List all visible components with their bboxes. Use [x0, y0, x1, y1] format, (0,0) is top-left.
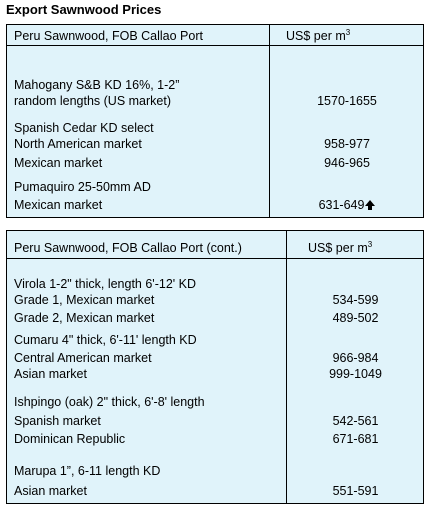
- page-title: Export Sawnwood Prices: [6, 2, 162, 17]
- table2-row-label: Cumaru 4" thick, 6'-11' length KD: [14, 333, 197, 347]
- table2-row-label: Marupa 1”, 6-11 length KD: [14, 464, 161, 478]
- table1-row-label: Mahogany S&B KD 16%, 1-2”: [14, 78, 180, 92]
- table2-row-label: Grade 2, Mexican market: [14, 311, 155, 325]
- table1-row-label: Spanish Cedar KD select: [14, 121, 154, 135]
- price-value: 631-649: [318, 198, 365, 212]
- table1-row-value: 1570-1655: [317, 94, 377, 108]
- table2-header-price: [308, 241, 372, 256]
- table2-row-label: Spanish market: [14, 414, 101, 428]
- unit-label: US$ per m: [286, 29, 346, 43]
- table2-row-label: Ishpingo (oak) 2" thick, 6'-8' length: [14, 395, 205, 409]
- table1-row-label: random lengths (US market): [14, 94, 172, 108]
- table2-row-label: Central American market: [14, 351, 152, 365]
- table2-row-label: Asian market: [14, 367, 87, 381]
- table2-row-value: 551-591: [332, 484, 379, 498]
- table2-row-value: 999-1049: [329, 367, 382, 381]
- table1-row-value: 958-977: [324, 137, 370, 151]
- table1-row-value: [269, 198, 425, 213]
- table2-row-value: 489-502: [332, 311, 379, 325]
- price-table-2: [6, 230, 424, 504]
- table1-row-value: 946-965: [324, 156, 370, 170]
- table2-row-label: Virola 1-2" thick, length 6'-12' KD: [14, 277, 196, 291]
- table2-row-value: 966-984: [332, 351, 379, 365]
- table2-row-label: Asian market: [14, 484, 87, 498]
- table1-row-label: Mexican market: [14, 198, 103, 212]
- table1-row-label: Pumaquiro 25-50mm AD: [14, 180, 151, 194]
- table2-row-value: 671-681: [332, 432, 379, 446]
- header-divider: [7, 45, 423, 46]
- table1-header-product: Peru Sawnwood, FOB Callao Port: [14, 29, 203, 43]
- table2-row-label: Grade 1, Mexican market: [14, 293, 155, 307]
- table2-header-product: Peru Sawnwood, FOB Callao Port (cont.): [14, 241, 242, 255]
- table1-row-label: North American market: [14, 137, 142, 151]
- up-arrow-icon: [365, 200, 375, 210]
- table2-row-value: 534-599: [332, 293, 379, 307]
- unit-superscript: 3: [345, 27, 351, 37]
- unit-label: US$ per m: [308, 241, 368, 255]
- table2-row-value: 542-561: [332, 414, 379, 428]
- column-divider: [269, 25, 270, 217]
- header-divider: [7, 258, 423, 259]
- table2-row-label: Dominican Republic: [14, 432, 126, 446]
- price-table-1: [6, 24, 424, 218]
- table1-row-label: Mexican market: [14, 156, 103, 170]
- unit-superscript: 3: [367, 239, 373, 249]
- table1-header-price: [286, 29, 350, 44]
